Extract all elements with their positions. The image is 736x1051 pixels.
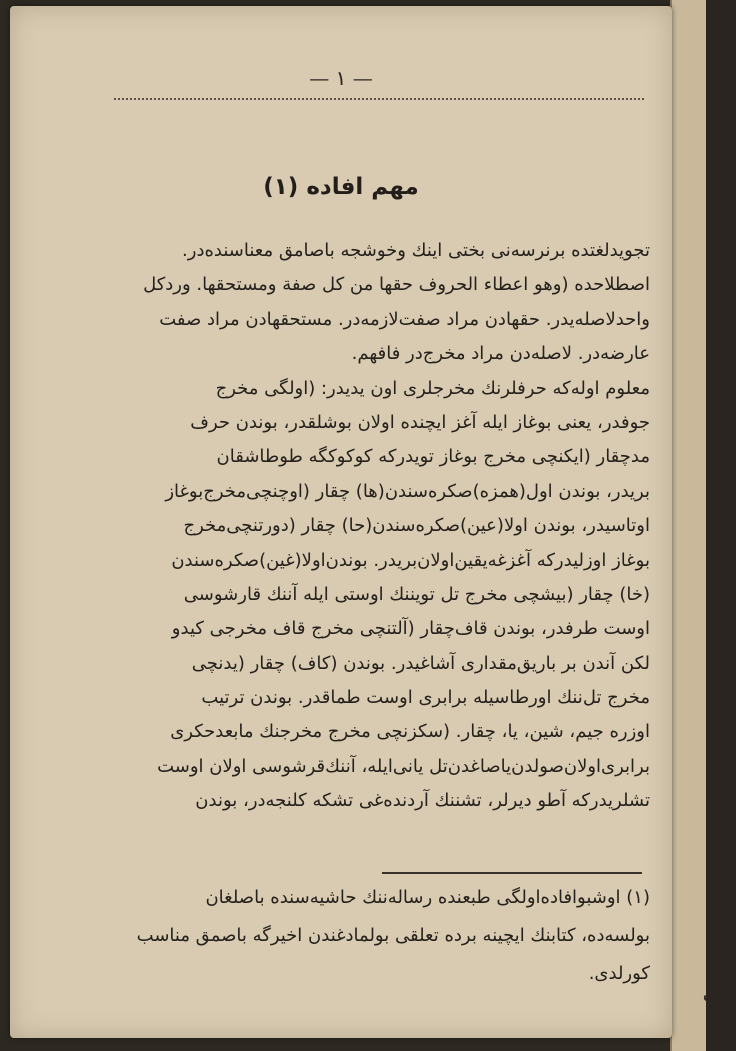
adjacent-page-fragment: لا (724, 800, 736, 824)
adjacent-page-fragment: بو (720, 508, 736, 532)
adjacent-page-fragment: لر (718, 316, 736, 340)
footnote-line: كورلدی. (588, 963, 650, 984)
adjacent-page-fragment: یو (720, 262, 736, 286)
text-line: اصطلاحده (وهو اعطاء الحروف حقها من كل صفة ومستحقها. وردكل (143, 274, 650, 296)
section-title: مهم افاده (١) (263, 174, 419, 200)
text-line: واحدلاصله‌یدر. حقهادن مراد صفت‌لازمه‌در. مستحقهادن مراد صفت (159, 308, 650, 330)
page-number: — ١ — (309, 66, 373, 90)
text-line: تشلریدركه آطو دیرلر، تشننك آردنده‌غی تشكه كلنجه‌در، بوندن (195, 790, 650, 812)
text-line: معلوم اوله‌كه حرفلرنك مخرجلری اون یدیدر: (اولگی مخرج (215, 377, 650, 399)
adjacent-page-edge (670, 0, 736, 1051)
text-line: اوزره جیم، شین، یا، چقار. (سكزنچی مخرج مخرجنك مابعدحكری (170, 721, 650, 743)
adjacent-page-fragment: ع (724, 560, 736, 584)
adjacent-page-fragment: قو (716, 290, 736, 314)
footnote (60, 879, 650, 993)
text-line: اوست طرفدر، بوندن قاف‌چقار (آلتنچی مخرج قاف مخرجی كیدو (171, 618, 650, 640)
footnote-line: بولسه‌ده، كتابنك ایچینه برده تعلقی بولمادغندن اخیرگه باصمق مناسب (136, 925, 650, 946)
text-line: (خا) چقار (بیشچی مخرج تل تویننك اوستی ایله آننك قارشوسی (183, 583, 650, 605)
adjacent-page-fragment: ر (726, 760, 736, 784)
text-line: لكن آندن بر باریق‌مقداری آشاغیدر. بوندن (كاف) چقار (یدنچی (191, 652, 650, 674)
text-line: بریدر، بوندن اول(همزه)صكره‌سندن(ها) چقار (اوچنچی‌مخرج‌بوغاز (165, 480, 650, 502)
header-dotted-rule (114, 98, 644, 100)
text-line: عارضه‌در. لاصله‌دن مراد مخرج‌در فافهم. (351, 343, 650, 365)
text-line: مدچقار (ایكنچی مخرج بوغاز تویدركه كوكوكگه طوطاشقان (216, 446, 650, 468)
adjacent-page-fragment: ج (723, 596, 736, 620)
footnote-divider (382, 872, 642, 874)
text-line: بوغاز اوزلیدركه آغزغه‌یقین‌اولان‌بریدر. بوندن‌اولا(غین)صكره‌سندن (171, 549, 650, 571)
text-line: جوفدر، یعنی بوغاز ایله آغز ایچنده اولان بوشلقدر، بوندن حرف (190, 411, 650, 433)
adjacent-page-fragment: ح (723, 632, 736, 656)
adjacent-page-fragment: قا (720, 466, 736, 490)
adjacent-page-fragment: سی (702, 980, 736, 1004)
body-text (60, 234, 650, 819)
footnote-line: (١) اوشبوافاده‌اولگی طبعنده رساله‌ننك حاشیه‌سنده باصلغان (205, 887, 650, 908)
text-line: مخرج تل‌ننك اورطاسیله برابری اوست طماقدر. بوندن ترتیب (201, 687, 650, 709)
text-line: اوتاسیدر، بوندن اولا(عین)صكره‌سندن(حا) چقار (دورتنچی‌مخرج (183, 515, 650, 537)
text-line: تجویدلغتده برنرسه‌نی بختی اینك وخوشجه باصامق معناسنده‌در. (182, 240, 650, 261)
book-page (10, 6, 672, 1038)
text-line: برابری‌اولان‌صولدن‌یاصاغدن‌تل یانی‌ایله، آننك‌قرشوسی اولان اوست (157, 755, 650, 777)
adjacent-page-fragment: ور (716, 168, 736, 192)
